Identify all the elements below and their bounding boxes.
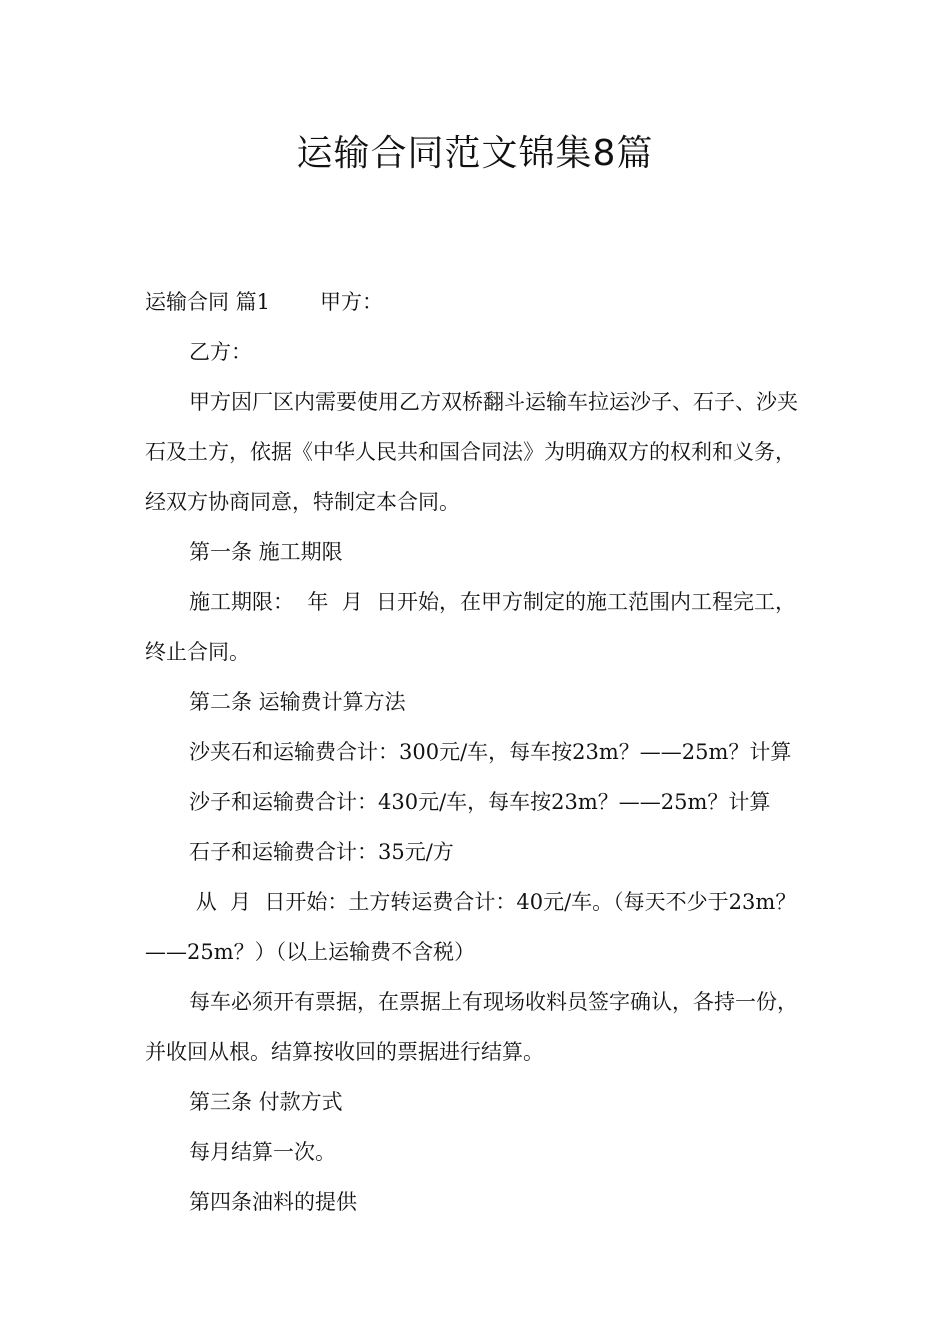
article-1-heading: 第一条 施工期限 <box>189 540 343 564</box>
article-4-heading: 第四条油料的提供 <box>189 1190 357 1214</box>
paragraph-receipts: 每车必须开有票据，在票据上有现场收料员签字确认，各持一份，并收回从根。结算按收回的票据进行结算。 <box>145 990 798 1064</box>
party-b-label: 乙方： <box>189 340 252 364</box>
paragraph-purpose: 甲方因厂区内需要使用乙方双桥翻斗运输车拉运沙子、石子、沙夹石及土方，依据《中华人民共和国合同法》为明确双方的权利和义务，经双方协商同意，特制定本合同。 <box>145 390 798 514</box>
party-a-label: 甲方： <box>320 290 384 314</box>
article-2-heading: 第二条 运输费计算方法 <box>189 690 406 714</box>
document-body <box>145 277 810 1227</box>
contract-heading-line <box>145 277 810 327</box>
fee-gravel-sand: 沙夹石和运输费合计：300元/车，每车按23m？——25m？计算 <box>189 740 792 764</box>
fee-stone: 石子和运输费合计：35元/方 <box>189 840 454 864</box>
document-title: 运输合同范文锦集8篇 <box>296 133 654 174</box>
paragraph-payment: 每月结算一次。 <box>189 1140 336 1164</box>
fee-sand: 沙子和运输费合计：430元/车，每车按23m？——25m？计算 <box>189 790 771 814</box>
article-3-heading: 第三条 付款方式 <box>189 1090 343 1114</box>
paragraph-term: 施工期限： 年 月 日开始，在甲方制定的施工范围内工程完工，终止合同。 <box>145 590 797 664</box>
contract-label: 运输合同 篇1 <box>145 290 271 314</box>
fee-earth: 从 月 日开始：土方转运费合计：40元/车。（每天不少于23m？——25m？）（以上运输费不含税） <box>145 890 797 964</box>
